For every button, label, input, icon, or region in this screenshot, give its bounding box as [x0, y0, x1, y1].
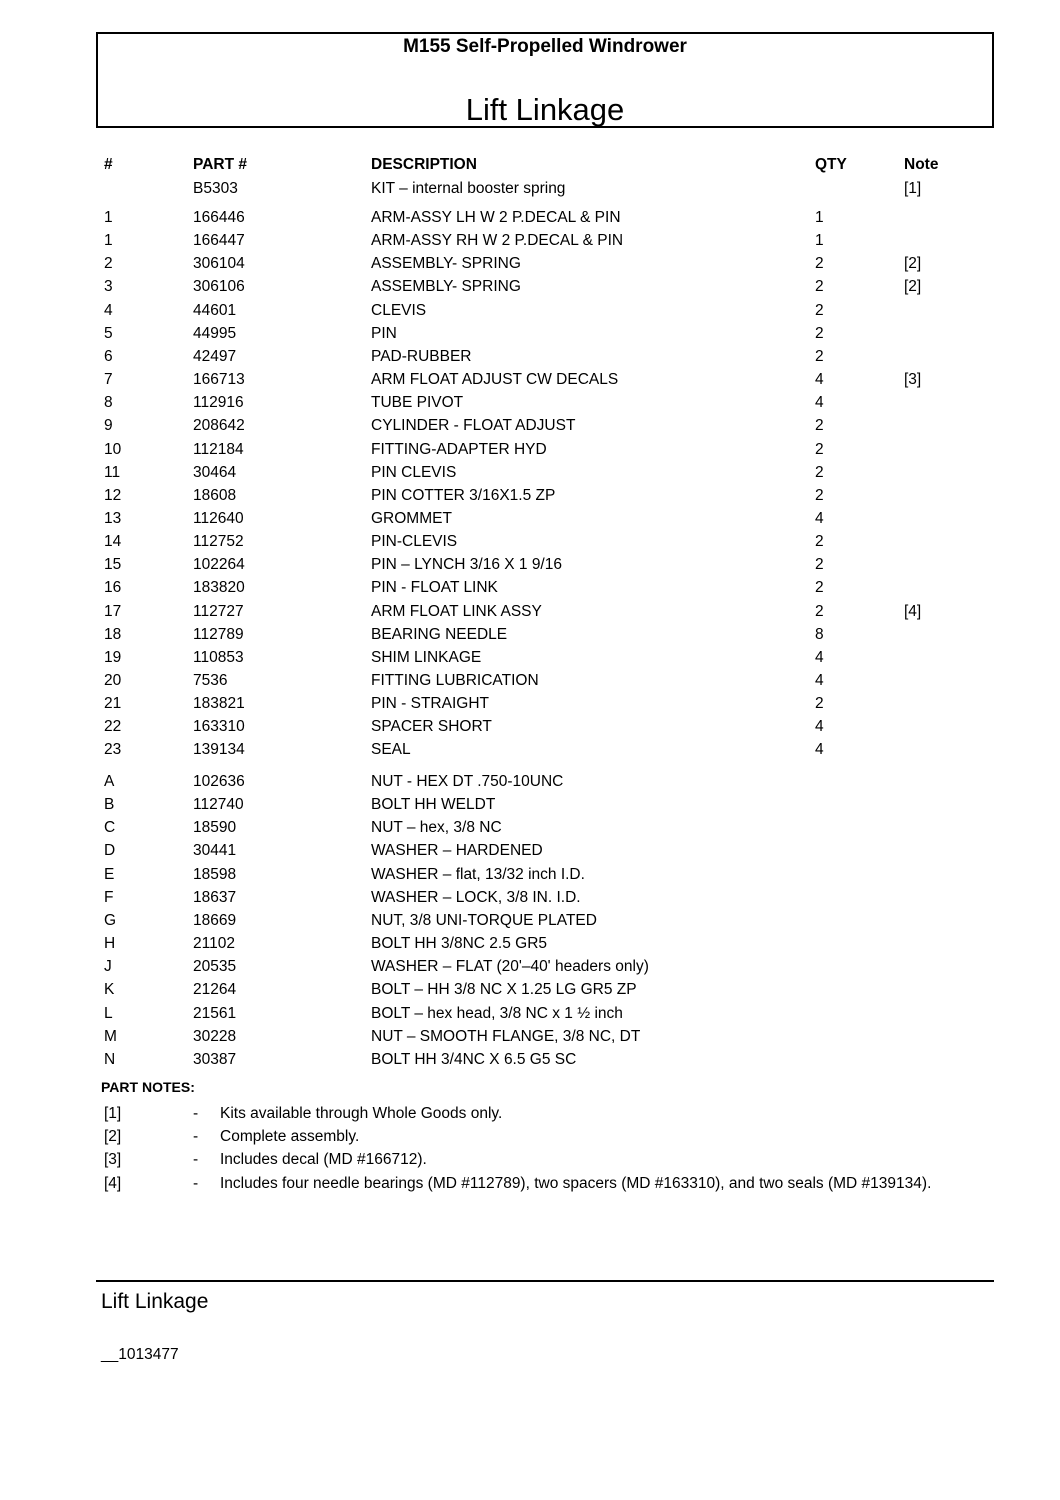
part-number: 30441	[193, 842, 237, 860]
part-qty: 1	[815, 232, 824, 250]
part-note-ref: [4]	[104, 1174, 122, 1192]
part-description: CLEVIS	[371, 301, 427, 319]
item-number: 2	[104, 255, 113, 273]
part-number: 112916	[193, 394, 244, 412]
part-note-item	[0, 1127, 1060, 1147]
part-description: SPACER SHORT	[371, 718, 492, 736]
item-number: B	[104, 796, 115, 814]
part-qty: 2	[815, 695, 824, 713]
part-number: 30228	[193, 1027, 237, 1045]
part-number: 112789	[193, 625, 244, 643]
item-number: 3	[104, 278, 113, 296]
part-number: 112640	[193, 509, 244, 527]
part-number: 42497	[193, 347, 237, 365]
part-note-ref: [2]	[904, 278, 922, 296]
item-number: 7	[104, 371, 113, 389]
item-number: A	[104, 773, 115, 790]
part-number: 112740	[193, 796, 244, 814]
part-description: FITTING LUBRICATION	[371, 672, 539, 689]
column-header-part: PART #	[193, 156, 247, 173]
part-note-ref: [4]	[904, 602, 922, 620]
part-number: 20535	[193, 958, 237, 976]
part-number: 183821	[193, 695, 245, 713]
part-number: 18590	[193, 819, 237, 837]
column-header-qty: QTY	[815, 156, 847, 173]
item-number: C	[104, 819, 116, 837]
item-number: K	[104, 981, 115, 999]
item-number: 11	[104, 463, 121, 481]
part-number: 208642	[193, 417, 245, 435]
part-qty: 2	[815, 301, 824, 319]
part-note-text: Complete assembly.	[220, 1128, 360, 1146]
part-qty: 1	[815, 209, 824, 226]
part-number: 44995	[193, 324, 237, 342]
part-note-text: Kits available through Whole Goods only.	[220, 1105, 503, 1122]
item-number: 21	[104, 695, 122, 713]
part-qty: 2	[815, 556, 824, 574]
item-number: 17	[104, 602, 122, 620]
part-note-item	[0, 1174, 1060, 1194]
part-note-dash: -	[193, 1128, 199, 1146]
part-description: WASHER – flat, 13/32 inch I.D.	[371, 865, 585, 883]
part-qty: 2	[815, 347, 824, 365]
item-number: 9	[104, 417, 113, 435]
part-number: 183820	[193, 579, 245, 597]
item-number: F	[104, 888, 114, 906]
item-number: 1	[104, 232, 113, 250]
part-description: ARM-ASSY LH W 2 P.DECAL & PIN	[371, 209, 621, 226]
item-number: 22	[104, 718, 122, 736]
document-subtitle: Lift Linkage	[465, 92, 625, 127]
part-number: 110853	[193, 648, 244, 666]
part-number: 102264	[193, 556, 245, 574]
part-number: 30464	[193, 463, 237, 481]
part-number: 166446	[193, 209, 245, 226]
item-number: J	[104, 958, 112, 976]
part-qty: 4	[815, 648, 824, 666]
part-description: WASHER – FLAT (20'–40' headers only)	[371, 958, 649, 976]
part-number: 30387	[193, 1050, 237, 1068]
part-note-text: Includes decal (MD #166712).	[220, 1151, 427, 1169]
item-number: 19	[104, 648, 122, 666]
part-note-text: Includes four needle bearings (MD #112789), two spacers (MD #163310), and two seals (MD #139134).	[220, 1174, 932, 1192]
item-number: 1	[104, 209, 113, 226]
part-description: BOLT – HH 3/8 NC X 1.25 LG GR5 ZP	[371, 981, 637, 999]
part-qty: 2	[815, 579, 824, 597]
part-number: B5303	[193, 180, 238, 197]
part-qty: 4	[815, 741, 824, 759]
part-number: 21102	[193, 935, 235, 953]
part-number: 166713	[193, 371, 245, 389]
part-description: PIN CLEVIS	[371, 463, 457, 481]
part-qty: 2	[815, 533, 824, 551]
item-number: 12	[104, 486, 122, 504]
part-number: 112752	[193, 533, 244, 551]
part-description: PIN – LYNCH 3/16 X 1 9/16	[371, 556, 562, 574]
part-description: PIN - STRAIGHT	[371, 695, 489, 713]
part-number: 306104	[193, 255, 245, 273]
part-note-dash: -	[193, 1105, 199, 1122]
item-number: H	[104, 935, 116, 953]
part-qty: 2	[815, 324, 824, 342]
part-number: 21561	[193, 1004, 237, 1022]
part-qty: 2	[815, 602, 824, 620]
part-number: 44601	[193, 301, 237, 319]
item-number: 23	[104, 741, 122, 759]
part-description: NUT – SMOOTH FLANGE, 3/8 NC, DT	[371, 1027, 641, 1045]
part-description: NUT - HEX DT .750-10UNC	[371, 773, 564, 790]
item-number: 16	[104, 579, 122, 597]
item-number: 8	[104, 394, 113, 412]
column-header-note: Note	[904, 156, 939, 173]
part-qty: 2	[815, 278, 824, 296]
part-description: ARM-ASSY RH W 2 P.DECAL & PIN	[371, 232, 624, 250]
part-description: CYLINDER - FLOAT ADJUST	[371, 417, 576, 435]
part-note-dash: -	[193, 1151, 199, 1169]
part-description: BOLT – hex head, 3/8 NC x 1 ½ inch	[371, 1004, 623, 1022]
part-description: NUT – hex, 3/8 NC	[371, 819, 502, 837]
part-description: WASHER – HARDENED	[371, 842, 543, 860]
part-description: BOLT HH 3/8NC 2.5 GR5	[371, 935, 548, 953]
part-number: 306106	[193, 278, 245, 296]
part-description: NUT, 3/8 UNI-TORQUE PLATED	[371, 911, 597, 929]
item-number: 4	[104, 301, 113, 319]
document-title: M155 Self-Propelled Windrower	[403, 36, 687, 57]
part-description: ASSEMBLY- SPRING	[371, 255, 521, 273]
part-description: KIT – internal booster spring	[371, 180, 566, 197]
part-description: SEAL	[371, 741, 411, 759]
part-number: 139134	[193, 741, 245, 759]
header-box	[96, 32, 994, 128]
column-header-num: #	[104, 156, 113, 173]
item-number: 20	[104, 672, 122, 689]
item-number: 13	[104, 509, 122, 527]
item-number: 6	[104, 347, 113, 365]
part-number: 18669	[193, 911, 237, 929]
part-description: ARM FLOAT LINK ASSY	[371, 602, 542, 620]
item-number: L	[104, 1004, 113, 1022]
part-number: 7536	[193, 672, 228, 689]
part-number: 18608	[193, 486, 237, 504]
part-number: 18637	[193, 888, 237, 906]
part-qty: 4	[815, 509, 824, 527]
part-number: 18598	[193, 865, 237, 883]
part-description: ASSEMBLY- SPRING	[371, 278, 521, 296]
part-qty: 2	[815, 463, 824, 481]
part-qty: 2	[815, 417, 824, 435]
part-description: GROMMET	[371, 509, 452, 527]
part-number: 112727	[193, 602, 244, 620]
part-qty: 8	[815, 625, 824, 643]
item-number: N	[104, 1050, 116, 1068]
part-description: BOLT HH WELDT	[371, 796, 496, 814]
footer-divider	[96, 1280, 994, 1282]
part-qty: 2	[815, 486, 824, 504]
part-note-ref: [2]	[904, 255, 922, 273]
part-note-dash: -	[193, 1174, 199, 1192]
part-description: PIN - FLOAT LINK	[371, 579, 498, 597]
part-description: FITTING-ADAPTER HYD	[371, 440, 547, 458]
item-number: 15	[104, 556, 122, 574]
item-number: 14	[104, 533, 122, 551]
part-description: PIN	[371, 324, 397, 342]
part-qty: 2	[815, 255, 824, 273]
part-note-ref: [1]	[904, 180, 922, 197]
part-number: 163310	[193, 718, 245, 736]
part-notes-title: PART NOTES:	[101, 1079, 195, 1095]
part-qty: 4	[815, 672, 824, 689]
part-note-ref: [1]	[104, 1105, 122, 1122]
item-number: G	[104, 911, 117, 929]
part-description: WASHER – LOCK, 3/8 IN. I.D.	[371, 888, 581, 906]
part-note-ref: [3]	[104, 1151, 122, 1169]
part-description: BOLT HH 3/4NC X 6.5 G5 SC	[371, 1050, 577, 1068]
item-number: 10	[104, 440, 122, 458]
footer-title: Lift Linkage	[101, 1290, 209, 1313]
part-number: 112184	[193, 440, 244, 458]
part-description: PIN-CLEVIS	[371, 533, 458, 551]
part-qty: 4	[815, 371, 824, 389]
item-number: E	[104, 865, 115, 883]
column-header-description: DESCRIPTION	[371, 156, 477, 173]
part-qty: 4	[815, 394, 824, 412]
part-description: PAD-RUBBER	[371, 347, 472, 365]
item-number: 18	[104, 625, 122, 643]
item-number: M	[104, 1027, 117, 1045]
item-number: D	[104, 842, 116, 860]
part-note-item	[0, 1150, 1060, 1170]
footer-code: __1013477	[101, 1346, 179, 1363]
part-description: PIN COTTER 3/16X1.5 ZP	[371, 486, 556, 504]
part-number: 21264	[193, 981, 237, 999]
part-note-ref: [3]	[904, 371, 922, 389]
part-description: SHIM LINKAGE	[371, 648, 482, 666]
part-number: 102636	[193, 773, 245, 790]
part-note-ref: [2]	[104, 1128, 122, 1146]
part-number: 166447	[193, 232, 245, 250]
part-qty: 4	[815, 718, 824, 736]
part-description: BEARING NEEDLE	[371, 625, 508, 643]
item-number: 5	[104, 324, 113, 342]
part-description: ARM FLOAT ADJUST CW DECALS	[371, 371, 619, 389]
part-note-item	[0, 1104, 1060, 1124]
part-description: TUBE PIVOT	[371, 394, 464, 412]
part-qty: 2	[815, 440, 824, 458]
